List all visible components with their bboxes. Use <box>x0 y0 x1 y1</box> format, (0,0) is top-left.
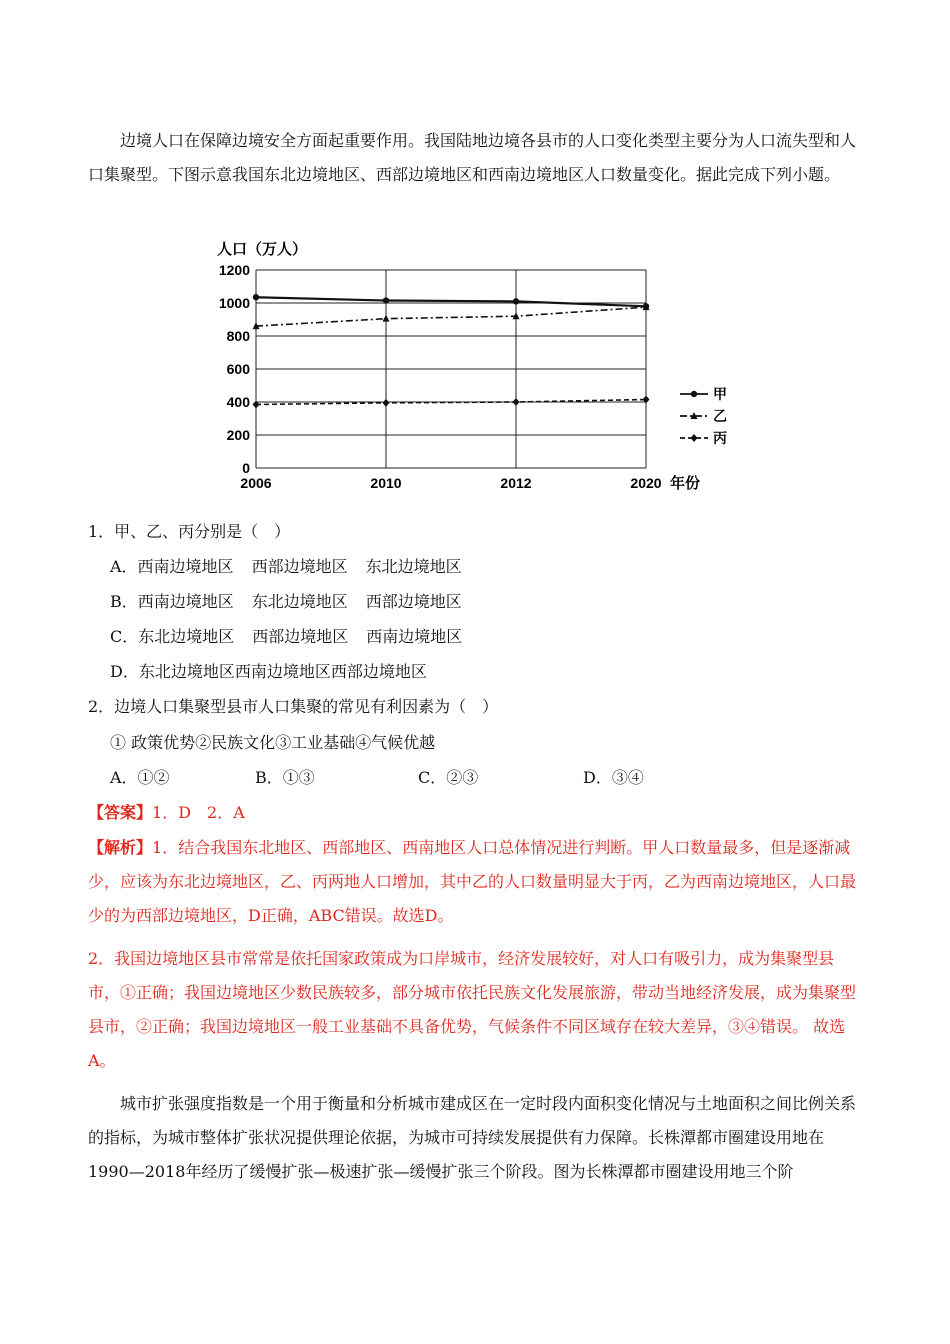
q1-c-part3: 西南边境地区 <box>366 627 463 646</box>
data-point-3 <box>513 398 520 406</box>
series-line-2 <box>256 307 646 326</box>
analysis-paragraph-2: 2．我国边境地区县市常常是依托国家政策成为口岸城市，经济发展较好，对人口有吸引力，成为集聚型县市，①正确；我国边境地区少数民族较多，部分城市依托民族文化发展旅游，带动当地经济发展，成为集聚型县市，②正确；我国边境地区一般工业基础不具备优势，气候条件不同区域存在较大差异，③④错误。 故选A。 <box>88 949 857 1070</box>
q1-b-part3: 西部边境地区 <box>365 592 462 611</box>
legend-label-3: 丙 <box>713 431 727 447</box>
y-tick-label: 200 <box>226 427 250 443</box>
q1-option-d[interactable]: D．东北边境地区西南边境地区西部边境地区 <box>110 662 427 681</box>
q1-b-part1: B．西南边境地区 <box>110 592 234 611</box>
population-line-chart <box>205 232 725 494</box>
legend-marker-1 <box>691 391 697 397</box>
answer-line <box>88 801 245 825</box>
q1-option-c[interactable] <box>110 625 462 649</box>
q2-option-c[interactable]: C．②③ <box>418 768 479 787</box>
y-tick-label: 600 <box>226 361 250 377</box>
data-point-1 <box>253 294 259 300</box>
chart-ylabel: 人口（万人） <box>217 241 308 258</box>
y-tick-label: 400 <box>226 394 250 410</box>
analysis-text-1: 1．结合我国东北地区、西部地区、西南地区人口总体情况进行判断。甲人口数量最多，但是逐渐减少，应该为东北边境地区，乙、丙两地人口增加，其中乙的人口数量明显大于丙，乙为西南边境地区，人口最少的为西部边境地区，D正确，ABC错误。故选D。 <box>88 838 857 925</box>
q2-option-d[interactable]: D．③④ <box>583 768 644 787</box>
legend-marker-3 <box>691 434 698 442</box>
chart-legend <box>680 387 727 447</box>
analysis-tag: 【解析】 <box>88 838 153 857</box>
answer-text: 1．D 2．A <box>152 803 245 822</box>
chart-series <box>253 294 650 408</box>
q1-a-part1: A．西南边境地区 <box>110 557 234 576</box>
q1-b-part2: 东北边境地区 <box>251 592 348 611</box>
x-tick-label: 2012 <box>500 475 532 491</box>
q1-option-a[interactable] <box>110 555 462 579</box>
q2-option-a[interactable]: A．①② <box>110 768 170 787</box>
q2-stem: 2．边境人口集聚型县市人口集聚的常见有利因素为（ ） <box>88 697 499 716</box>
q1-a-part3: 东北边境地区 <box>365 557 462 576</box>
q1-option-b[interactable] <box>110 590 462 614</box>
series-line-1 <box>256 297 646 306</box>
y-tick-label: 1000 <box>218 295 250 311</box>
y-tick-label: 0 <box>242 460 250 476</box>
q1-c-part2: 西部边境地区 <box>252 627 349 646</box>
analysis-paragraph-1 <box>88 831 863 933</box>
data-point-1 <box>513 298 519 304</box>
chart-ticks <box>219 262 662 491</box>
y-tick-label: 800 <box>226 328 250 344</box>
legend-label-1: 甲 <box>713 387 727 403</box>
q1-c-part1: C．东北边境地区 <box>110 627 235 646</box>
intro-paragraph-1: 边境人口在保障边境安全方面起重要作用。我国陆地边境各县市的人口变化类型主要分为人口流失型和人口集聚型。下图示意我国东北边境地区、西部边境地区和西南边境地区人口数量变化。据此完成下列小题。 <box>88 131 857 184</box>
data-point-2 <box>383 315 390 322</box>
q2-option-b[interactable]: B．①③ <box>255 768 315 787</box>
q1-a-part2: 西部边境地区 <box>251 557 348 576</box>
intro-paragraph-2: 城市扩张强度指数是一个用于衡量和分析城市建成区在一定时段内面积变化情况与土地面积之间比例关系的指标，为城市整体扩张状况提供理论依据，为城市可持续发展提供有力保障。长株潭都市圈建设用地在1990—2018年经历了缓慢扩张—极速扩张—缓慢扩张三个阶段。图为长株潭都市圈建设用地三个阶 <box>88 1094 857 1181</box>
data-point-1 <box>383 297 389 303</box>
x-tick-label: 2020 <box>630 475 662 491</box>
legend-label-2: 乙 <box>713 409 727 425</box>
x-tick-label: 2006 <box>240 475 272 491</box>
q2-items: ① 政策优势②民族文化③工业基础④气候优越 <box>110 733 436 752</box>
answer-tag: 【答案】 <box>88 803 153 822</box>
data-point-3 <box>383 399 390 407</box>
chart-xlabel: 年份 <box>670 475 701 492</box>
y-tick-label: 1200 <box>218 262 250 278</box>
x-tick-label: 2010 <box>370 475 402 491</box>
q1-stem: 1．甲、乙、丙分别是（ ） <box>88 522 291 541</box>
